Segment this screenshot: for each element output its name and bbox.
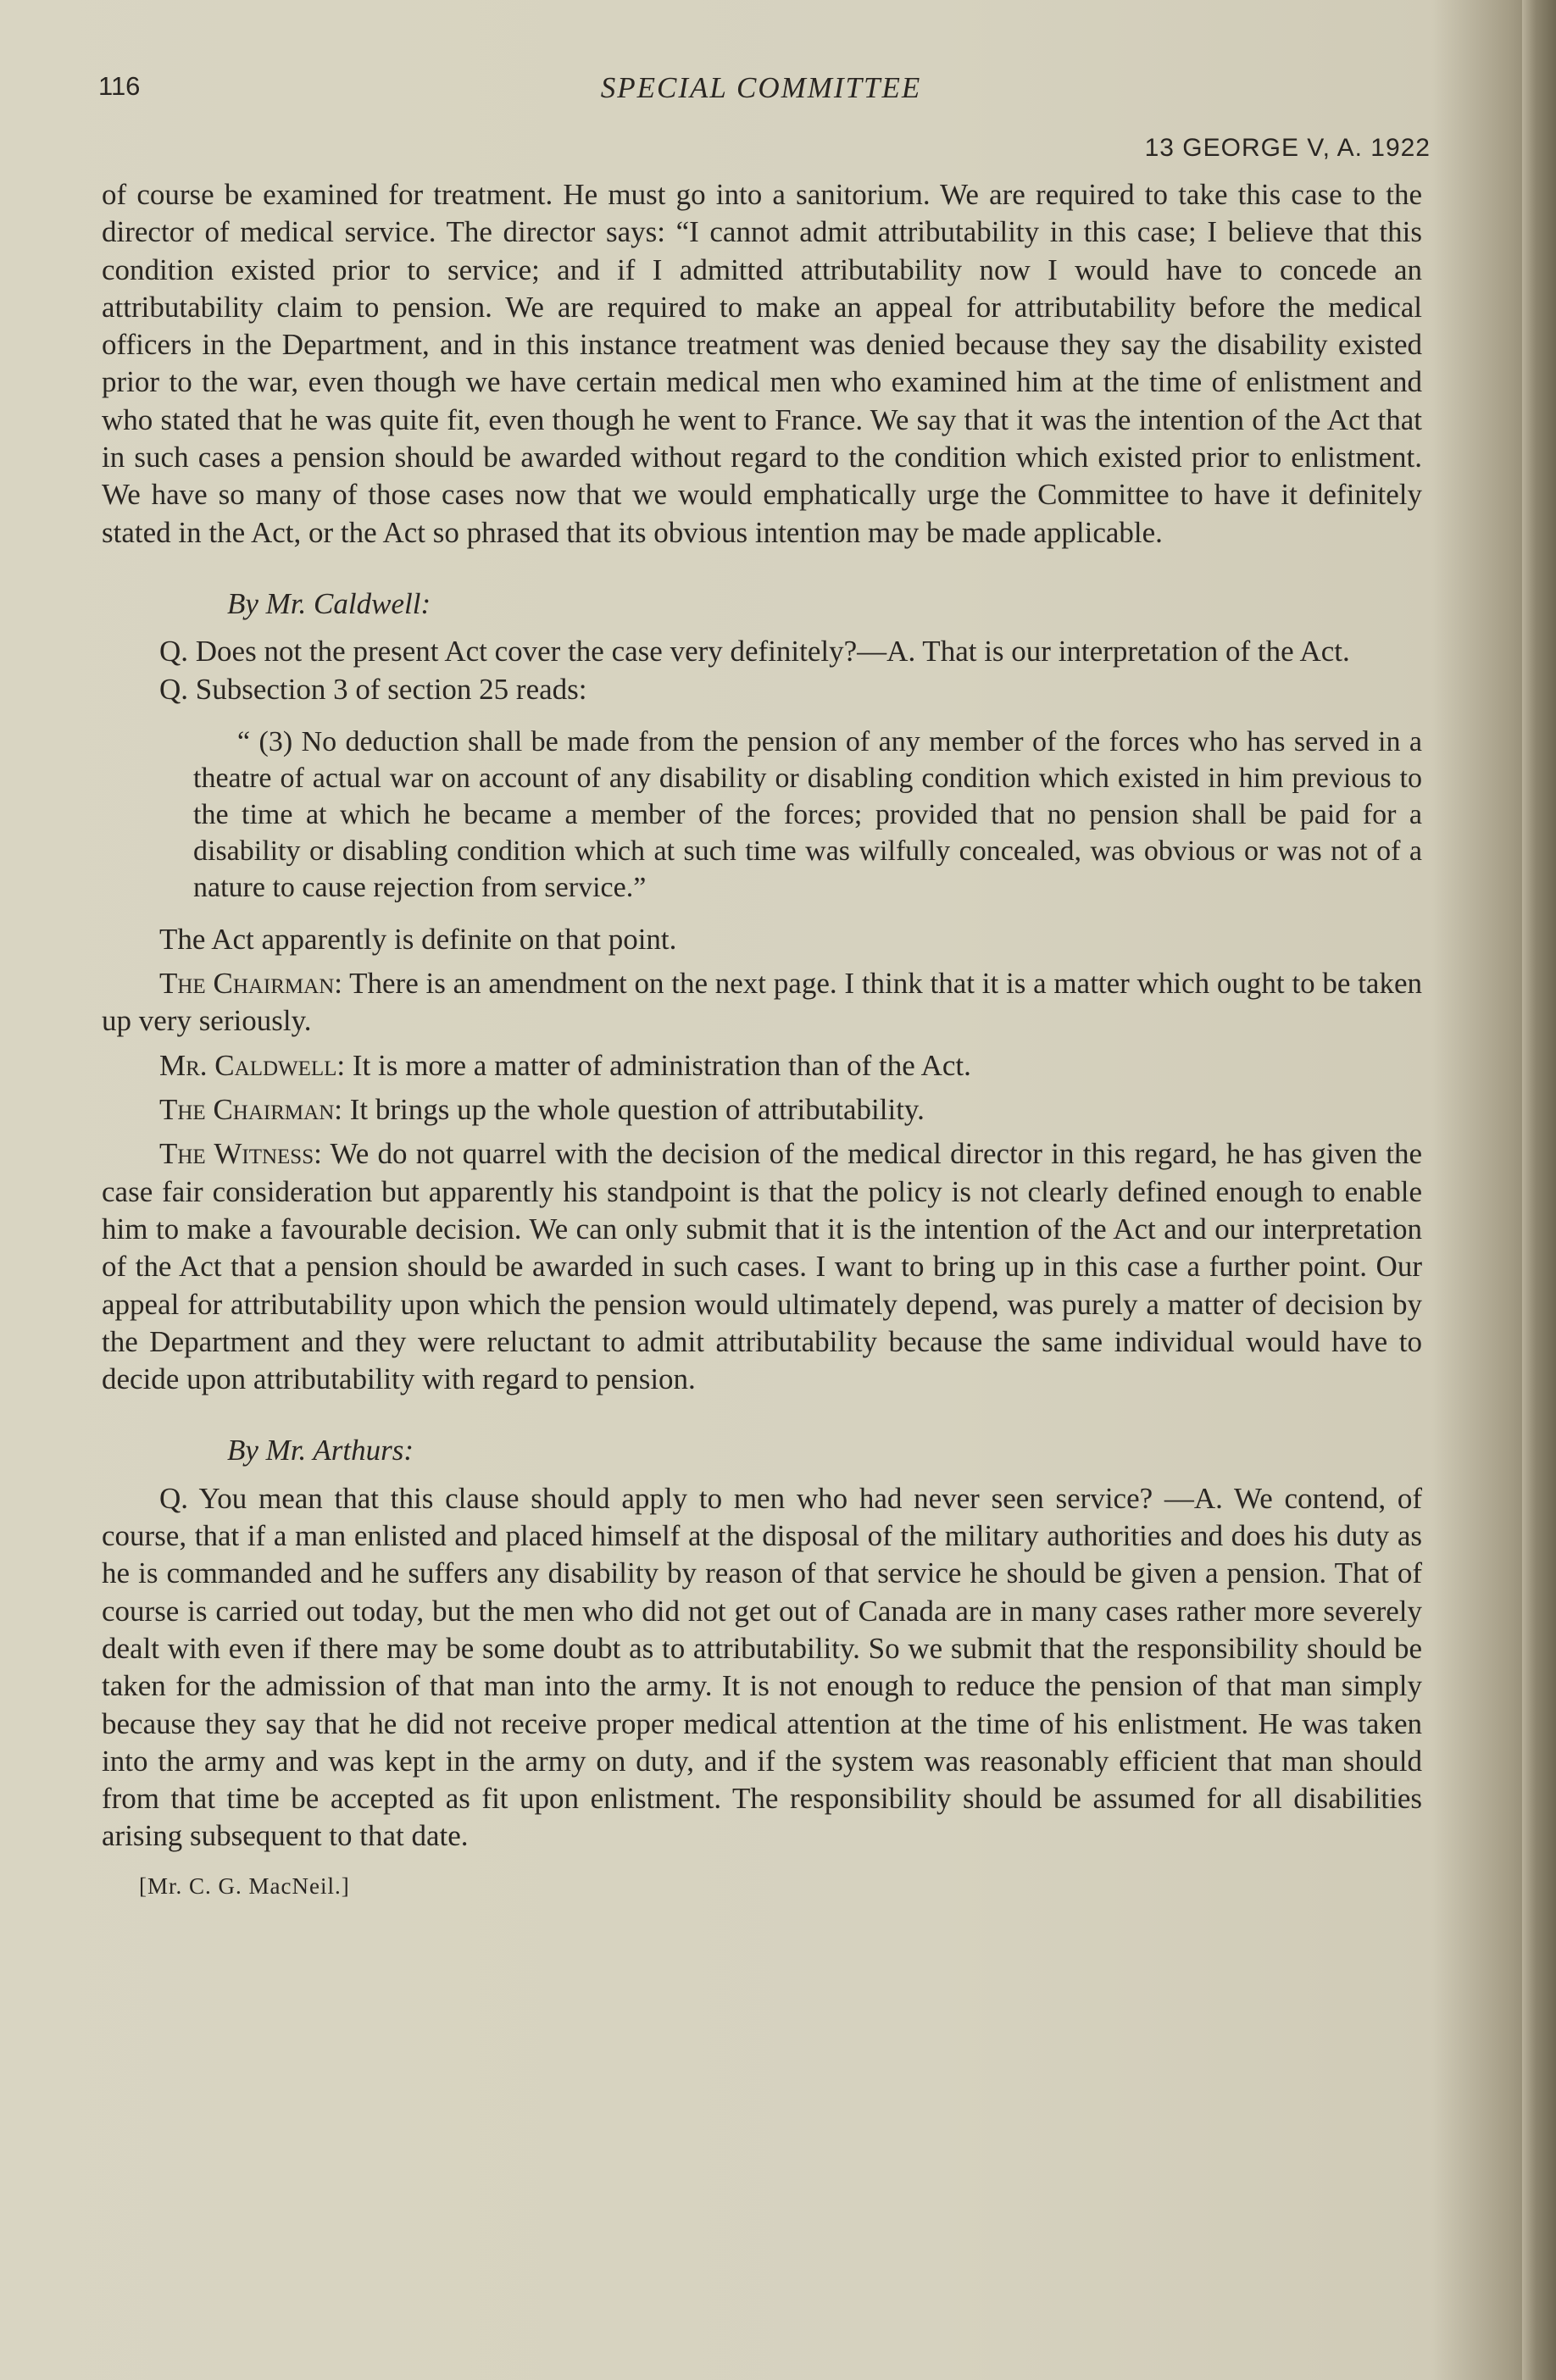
speech-text: There is an amendment on the next page. I think that it is a matter which ought to be taken up very seriously. [102, 967, 1422, 1038]
speech-text: It brings up the whole question of attributability. [342, 1093, 925, 1127]
speaker-name: The Witness: [159, 1137, 322, 1171]
speech-text: It is more a matter of administration than of the Act. [345, 1048, 971, 1082]
speech-text: We do not quarrel with the decision of the medical director in this regard, he has given the case fair consideration but apparently his standpoint is that the policy is not clearly defined enough to enable him to make a favourable decision. We can only submit that it is the intention of the Act and our interpretation of the Act that a pension should be awarded in such cases. I want to bring up in this case a further point. Our appeal for attributability upon which the pension would ultimately depend, was purely a matter of decision by the Department and they were reluctant to admit attributability because the same individual would have to decide upon attributability with regard to pension. [102, 1137, 1423, 1396]
page-number: 116 [98, 71, 141, 101]
statute-quote-text: “ (3) No deduction shall be made from the pension of any member of the forces who has served in a theatre of actual war on account of any disability or disabling condition which existed in him previous to the time at which he became a member of the forces; provided that no pension shall be paid for a disability or disabling condition which at such time was wilfully concealed, was obvious or was not of a nature to cause rejection from service.” [193, 725, 1422, 903]
running-title: SPECIAL COMMITTEE [600, 71, 922, 104]
question-3: Q. You mean that this clause should apply to men who had never seen service? —A. We contend, of course, that if a man enlisted and placed himself at the disposal of the military authorities and does his duty as he is commanded and he suffers any disability by reason of that service he should be given a pension. That of course is carried out today, but the men who did not get out of Canada are in many cases rather more severely dealt with even if there may be some doubt as to attributability. So we submit that the responsibility should be taken for the admission of that man into the army. It is not enough to reduce the pension of that man simply because they say that he did not receive proper medical attention at the time of his enlistment. He was taken into the army and was kept in the army on duty, and if the system was reasonably efficient that man should from that time be accepted as fit upon enlistment. The responsibility should be assumed for all disabilities arising subsequent to that date. [102, 1481, 1422, 1853]
page-edge-shadow [1522, 0, 1556, 2380]
speech-caldwell [102, 1047, 1422, 1085]
page-header [92, 68, 1431, 162]
paragraph-act-definite: The Act apparently is definite on that point. [159, 922, 677, 956]
question-2: Q. Subsection 3 of section 25 reads: [159, 672, 587, 706]
speech-witness [102, 1135, 1422, 1398]
speech-chairman-2 [102, 1091, 1422, 1129]
statute-quote [102, 724, 1422, 906]
session-line: 13 GEORGE V, A. 1922 [1144, 134, 1431, 162]
paragraph-continued: of course be examined for treatment. He must go into a sanitorium. We are required to take this case to the director of medical service. The director says: “I cannot admit attributability in this case; I believe that this condition existed prior to service; and if I admitted attributability now I would have to concede an attributability claim to pension. We are required to make an appeal for attributability before the medical officers in the Department, and in this instance treatment was denied because they say the disability existed prior to the war, even though we have certain medical men who examined him at the time of enlistment and who stated that he was quite fit, even though he went to France. We say that it was the intention of the Act that in such cases a pension should be awarded without regard to the condition which existed prior to enlistment. We have so many of those cases now that we would emphatically urge the Committee to have it definitely stated in the Act, or the Act so phrased that its obvious intention may be made applicable. [102, 178, 1422, 549]
speaker-name: The Chairman: [159, 1093, 342, 1127]
question-1: Q. Does not the present Act cover the case very definitely?—A. That is our interpretation of the Act. [159, 635, 1350, 669]
speaker-name: The Chairman: [159, 967, 342, 1001]
speaker-name: Mr. Caldwell: [159, 1048, 346, 1082]
witness-footnote: [Mr. C. G. MacNeil.] [139, 1872, 350, 1899]
examiner-heading-caldwell: By Mr. Caldwell: [227, 586, 431, 620]
examiner-heading-arthurs: By Mr. Arthurs: [227, 1434, 414, 1467]
body-text [102, 176, 1422, 1905]
speech-chairman-1 [102, 965, 1422, 1040]
